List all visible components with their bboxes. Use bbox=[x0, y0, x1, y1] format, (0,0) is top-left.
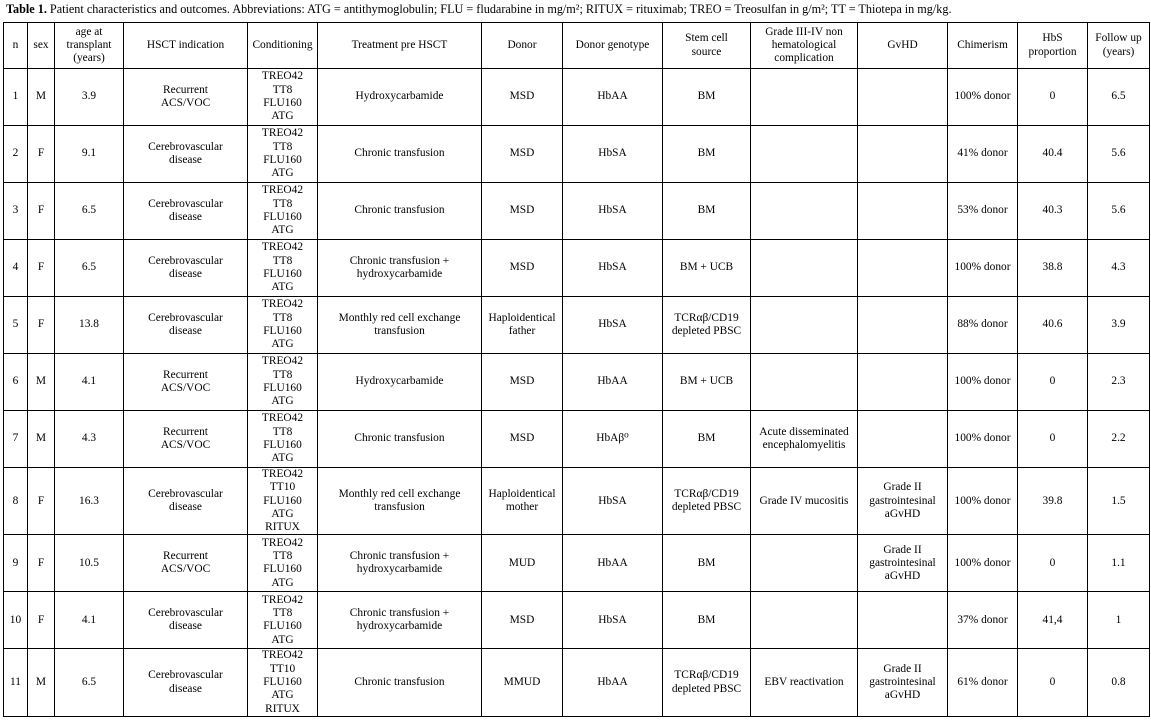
cell-donor: MUD bbox=[482, 535, 563, 592]
cell-genotype: HbSA bbox=[563, 592, 663, 649]
col-header-treatment: Treatment pre HSCT bbox=[318, 23, 482, 69]
cell-hbs: 0 bbox=[1018, 649, 1088, 716]
cell-genotype: HbSA bbox=[563, 126, 663, 183]
cell-indication: Cerebrovascular disease bbox=[124, 183, 248, 240]
cell-gvhd bbox=[858, 354, 948, 411]
cell-indication: Cerebrovascular disease bbox=[124, 126, 248, 183]
cell-indication: Cerebrovascular disease bbox=[124, 649, 248, 716]
cell-chimerism: 100% donor bbox=[948, 240, 1018, 297]
table-row bbox=[4, 183, 1150, 240]
cell-n: 10 bbox=[4, 592, 28, 649]
cell-genotype: HbAA bbox=[563, 354, 663, 411]
col-header-gvhd: GvHD bbox=[858, 23, 948, 69]
cell-n: 7 bbox=[4, 411, 28, 468]
cell-gvhd bbox=[858, 297, 948, 354]
cell-gvhd bbox=[858, 411, 948, 468]
cell-donor: MSD bbox=[482, 126, 563, 183]
col-header-donor: Donor bbox=[482, 23, 563, 69]
cell-donor: MSD bbox=[482, 354, 563, 411]
cell-followup: 0.8 bbox=[1088, 649, 1150, 716]
cell-genotype: HbAA bbox=[563, 649, 663, 716]
cell-donor: MSD bbox=[482, 592, 563, 649]
table-row bbox=[4, 297, 1150, 354]
cell-gvhd bbox=[858, 183, 948, 240]
cell-age: 6.5 bbox=[55, 649, 124, 716]
cell-age: 10.5 bbox=[55, 535, 124, 592]
cell-gvhd bbox=[858, 592, 948, 649]
cell-sex: F bbox=[28, 240, 55, 297]
cell-treatment: Hydroxycarbamide bbox=[318, 69, 482, 126]
cell-age: 16.3 bbox=[55, 468, 124, 535]
cell-chimerism: 88% donor bbox=[948, 297, 1018, 354]
cell-donor: MMUD bbox=[482, 649, 563, 716]
cell-source: BM bbox=[663, 535, 751, 592]
table-row bbox=[4, 240, 1150, 297]
cell-followup: 6.5 bbox=[1088, 69, 1150, 126]
cell-age: 6.5 bbox=[55, 240, 124, 297]
cell-age: 4.3 bbox=[55, 411, 124, 468]
cell-complication bbox=[751, 126, 858, 183]
cell-donor: MSD bbox=[482, 69, 563, 126]
cell-treatment: Hydroxycarbamide bbox=[318, 354, 482, 411]
cell-hbs: 40.3 bbox=[1018, 183, 1088, 240]
cell-n: 2 bbox=[4, 126, 28, 183]
cell-conditioning: TREO42 TT8 FLU160 ATG bbox=[248, 183, 318, 240]
cell-genotype: HbAβ⁰ bbox=[563, 411, 663, 468]
caption-label: Table 1. bbox=[6, 2, 47, 16]
cell-treatment: Chronic transfusion + hydroxycarbamide bbox=[318, 592, 482, 649]
cell-hbs: 40.6 bbox=[1018, 297, 1088, 354]
cell-genotype: HbSA bbox=[563, 183, 663, 240]
cell-followup: 3.9 bbox=[1088, 297, 1150, 354]
cell-gvhd: Grade II gastrointesinal aGvHD bbox=[858, 649, 948, 716]
table-row bbox=[4, 354, 1150, 411]
table-row bbox=[4, 649, 1150, 716]
cell-source: TCRαβ/CD19 depleted PBSC bbox=[663, 649, 751, 716]
col-header-source: Stem cell source bbox=[663, 23, 751, 69]
cell-treatment: Chronic transfusion + hydroxycarbamide bbox=[318, 535, 482, 592]
cell-hbs: 0 bbox=[1018, 535, 1088, 592]
cell-n: 4 bbox=[4, 240, 28, 297]
table-row bbox=[4, 411, 1150, 468]
cell-complication bbox=[751, 535, 858, 592]
cell-followup: 1.5 bbox=[1088, 468, 1150, 535]
cell-complication bbox=[751, 240, 858, 297]
cell-hbs: 38.8 bbox=[1018, 240, 1088, 297]
cell-chimerism: 41% donor bbox=[948, 126, 1018, 183]
cell-hbs: 0 bbox=[1018, 69, 1088, 126]
cell-genotype: HbSA bbox=[563, 468, 663, 535]
col-header-chimerism: Chimerism bbox=[948, 23, 1018, 69]
col-header-complication: Grade III-IV non hematological complication bbox=[751, 23, 858, 69]
cell-complication bbox=[751, 69, 858, 126]
cell-followup: 5.6 bbox=[1088, 126, 1150, 183]
cell-indication: Recurrent ACS/VOC bbox=[124, 535, 248, 592]
cell-n: 1 bbox=[4, 69, 28, 126]
cell-n: 11 bbox=[4, 649, 28, 716]
cell-donor: Haploidentical father bbox=[482, 297, 563, 354]
cell-age: 6.5 bbox=[55, 183, 124, 240]
cell-sex: M bbox=[28, 354, 55, 411]
table-row bbox=[4, 468, 1150, 535]
col-header-followup: Follow up (years) bbox=[1088, 23, 1150, 69]
cell-donor: MSD bbox=[482, 411, 563, 468]
cell-n: 3 bbox=[4, 183, 28, 240]
cell-conditioning: TREO42 TT8 FLU160 ATG bbox=[248, 126, 318, 183]
cell-followup: 2.2 bbox=[1088, 411, 1150, 468]
cell-treatment: Monthly red cell exchange transfusion bbox=[318, 297, 482, 354]
cell-conditioning: TREO42 TT8 FLU160 ATG bbox=[248, 240, 318, 297]
cell-followup: 4.3 bbox=[1088, 240, 1150, 297]
table-body bbox=[4, 69, 1150, 717]
cell-sex: F bbox=[28, 535, 55, 592]
cell-conditioning: TREO42 TT8 FLU160 ATG bbox=[248, 69, 318, 126]
cell-followup: 1 bbox=[1088, 592, 1150, 649]
cell-conditioning: TREO42 TT10 FLU160 ATG RITUX bbox=[248, 649, 318, 716]
cell-chimerism: 100% donor bbox=[948, 354, 1018, 411]
cell-source: BM bbox=[663, 183, 751, 240]
cell-donor: Haploidentical mother bbox=[482, 468, 563, 535]
cell-genotype: HbAA bbox=[563, 535, 663, 592]
cell-genotype: HbSA bbox=[563, 297, 663, 354]
col-header-hbs: HbS proportion bbox=[1018, 23, 1088, 69]
cell-indication: Recurrent ACS/VOC bbox=[124, 69, 248, 126]
cell-complication bbox=[751, 297, 858, 354]
patient-table bbox=[3, 22, 1150, 717]
cell-treatment: Chronic transfusion bbox=[318, 126, 482, 183]
cell-complication: Acute disseminated encephalomyelitis bbox=[751, 411, 858, 468]
cell-hbs: 39.8 bbox=[1018, 468, 1088, 535]
col-header-genotype: Donor genotype bbox=[563, 23, 663, 69]
cell-indication: Recurrent ACS/VOC bbox=[124, 411, 248, 468]
col-header-conditioning: Conditioning bbox=[248, 23, 318, 69]
table-row bbox=[4, 69, 1150, 126]
cell-sex: M bbox=[28, 411, 55, 468]
cell-n: 8 bbox=[4, 468, 28, 535]
cell-indication: Cerebrovascular disease bbox=[124, 592, 248, 649]
cell-sex: M bbox=[28, 69, 55, 126]
cell-n: 5 bbox=[4, 297, 28, 354]
cell-gvhd bbox=[858, 126, 948, 183]
cell-hbs: 40.4 bbox=[1018, 126, 1088, 183]
cell-sex: F bbox=[28, 468, 55, 535]
cell-hbs: 41,4 bbox=[1018, 592, 1088, 649]
cell-source: BM bbox=[663, 411, 751, 468]
col-header-n: n bbox=[4, 23, 28, 69]
cell-conditioning: TREO42 TT8 FLU160 ATG bbox=[248, 535, 318, 592]
cell-hbs: 0 bbox=[1018, 354, 1088, 411]
cell-source: TCRαβ/CD19 depleted PBSC bbox=[663, 468, 751, 535]
cell-age: 4.1 bbox=[55, 592, 124, 649]
cell-chimerism: 100% donor bbox=[948, 468, 1018, 535]
cell-source: BM bbox=[663, 126, 751, 183]
cell-sex: F bbox=[28, 126, 55, 183]
cell-conditioning: TREO42 TT8 FLU160 ATG bbox=[248, 592, 318, 649]
cell-n: 9 bbox=[4, 535, 28, 592]
cell-indication: Cerebrovascular disease bbox=[124, 297, 248, 354]
cell-gvhd: Grade II gastrointesinal aGvHD bbox=[858, 468, 948, 535]
cell-indication: Cerebrovascular disease bbox=[124, 468, 248, 535]
header-row bbox=[4, 23, 1150, 69]
cell-hbs: 0 bbox=[1018, 411, 1088, 468]
cell-chimerism: 100% donor bbox=[948, 535, 1018, 592]
cell-gvhd bbox=[858, 240, 948, 297]
cell-conditioning: TREO42 TT10 FLU160 ATG RITUX bbox=[248, 468, 318, 535]
cell-treatment: Chronic transfusion bbox=[318, 183, 482, 240]
cell-conditioning: TREO42 TT8 FLU160 ATG bbox=[248, 297, 318, 354]
caption-text: Patient characteristics and outcomes. Abbreviations: ATG = antithymoglobulin; FLU = fludarabine in mg/m²; RITUX = rituximab; TREO = Treosulfan in g/m²; TT = Thiotepa in mg/kg. bbox=[49, 2, 952, 16]
col-header-sex: sex bbox=[28, 23, 55, 69]
cell-complication: EBV reactivation bbox=[751, 649, 858, 716]
cell-age: 3.9 bbox=[55, 69, 124, 126]
cell-sex: F bbox=[28, 183, 55, 240]
col-header-age: age at transplant (years) bbox=[55, 23, 124, 69]
cell-complication bbox=[751, 183, 858, 240]
cell-source: BM bbox=[663, 592, 751, 649]
cell-conditioning: TREO42 TT8 FLU160 ATG bbox=[248, 354, 318, 411]
cell-chimerism: 100% donor bbox=[948, 411, 1018, 468]
col-header-indication: HSCT indication bbox=[124, 23, 248, 69]
cell-indication: Cerebrovascular disease bbox=[124, 240, 248, 297]
table-caption bbox=[6, 2, 952, 17]
cell-age: 9.1 bbox=[55, 126, 124, 183]
cell-source: TCRαβ/CD19 depleted PBSC bbox=[663, 297, 751, 354]
table-row bbox=[4, 535, 1150, 592]
table-row bbox=[4, 592, 1150, 649]
cell-followup: 5.6 bbox=[1088, 183, 1150, 240]
cell-donor: MSD bbox=[482, 240, 563, 297]
cell-complication bbox=[751, 354, 858, 411]
cell-gvhd: Grade II gastrointesinal aGvHD bbox=[858, 535, 948, 592]
cell-followup: 1.1 bbox=[1088, 535, 1150, 592]
cell-age: 4.1 bbox=[55, 354, 124, 411]
cell-source: BM + UCB bbox=[663, 354, 751, 411]
cell-followup: 2.3 bbox=[1088, 354, 1150, 411]
cell-genotype: HbSA bbox=[563, 240, 663, 297]
cell-complication bbox=[751, 592, 858, 649]
cell-source: BM bbox=[663, 69, 751, 126]
cell-donor: MSD bbox=[482, 183, 563, 240]
cell-conditioning: TREO42 TT8 FLU160 ATG bbox=[248, 411, 318, 468]
cell-age: 13.8 bbox=[55, 297, 124, 354]
cell-source: BM + UCB bbox=[663, 240, 751, 297]
cell-chimerism: 37% donor bbox=[948, 592, 1018, 649]
cell-indication: Recurrent ACS/VOC bbox=[124, 354, 248, 411]
cell-treatment: Chronic transfusion bbox=[318, 411, 482, 468]
cell-sex: F bbox=[28, 592, 55, 649]
cell-sex: F bbox=[28, 297, 55, 354]
table-row bbox=[4, 126, 1150, 183]
cell-genotype: HbAA bbox=[563, 69, 663, 126]
cell-chimerism: 61% donor bbox=[948, 649, 1018, 716]
cell-treatment: Chronic transfusion + hydroxycarbamide bbox=[318, 240, 482, 297]
cell-sex: M bbox=[28, 649, 55, 716]
cell-chimerism: 100% donor bbox=[948, 69, 1018, 126]
cell-n: 6 bbox=[4, 354, 28, 411]
cell-chimerism: 53% donor bbox=[948, 183, 1018, 240]
cell-gvhd bbox=[858, 69, 948, 126]
cell-complication: Grade IV mucositis bbox=[751, 468, 858, 535]
cell-treatment: Monthly red cell exchange transfusion bbox=[318, 468, 482, 535]
cell-treatment: Chronic transfusion bbox=[318, 649, 482, 716]
